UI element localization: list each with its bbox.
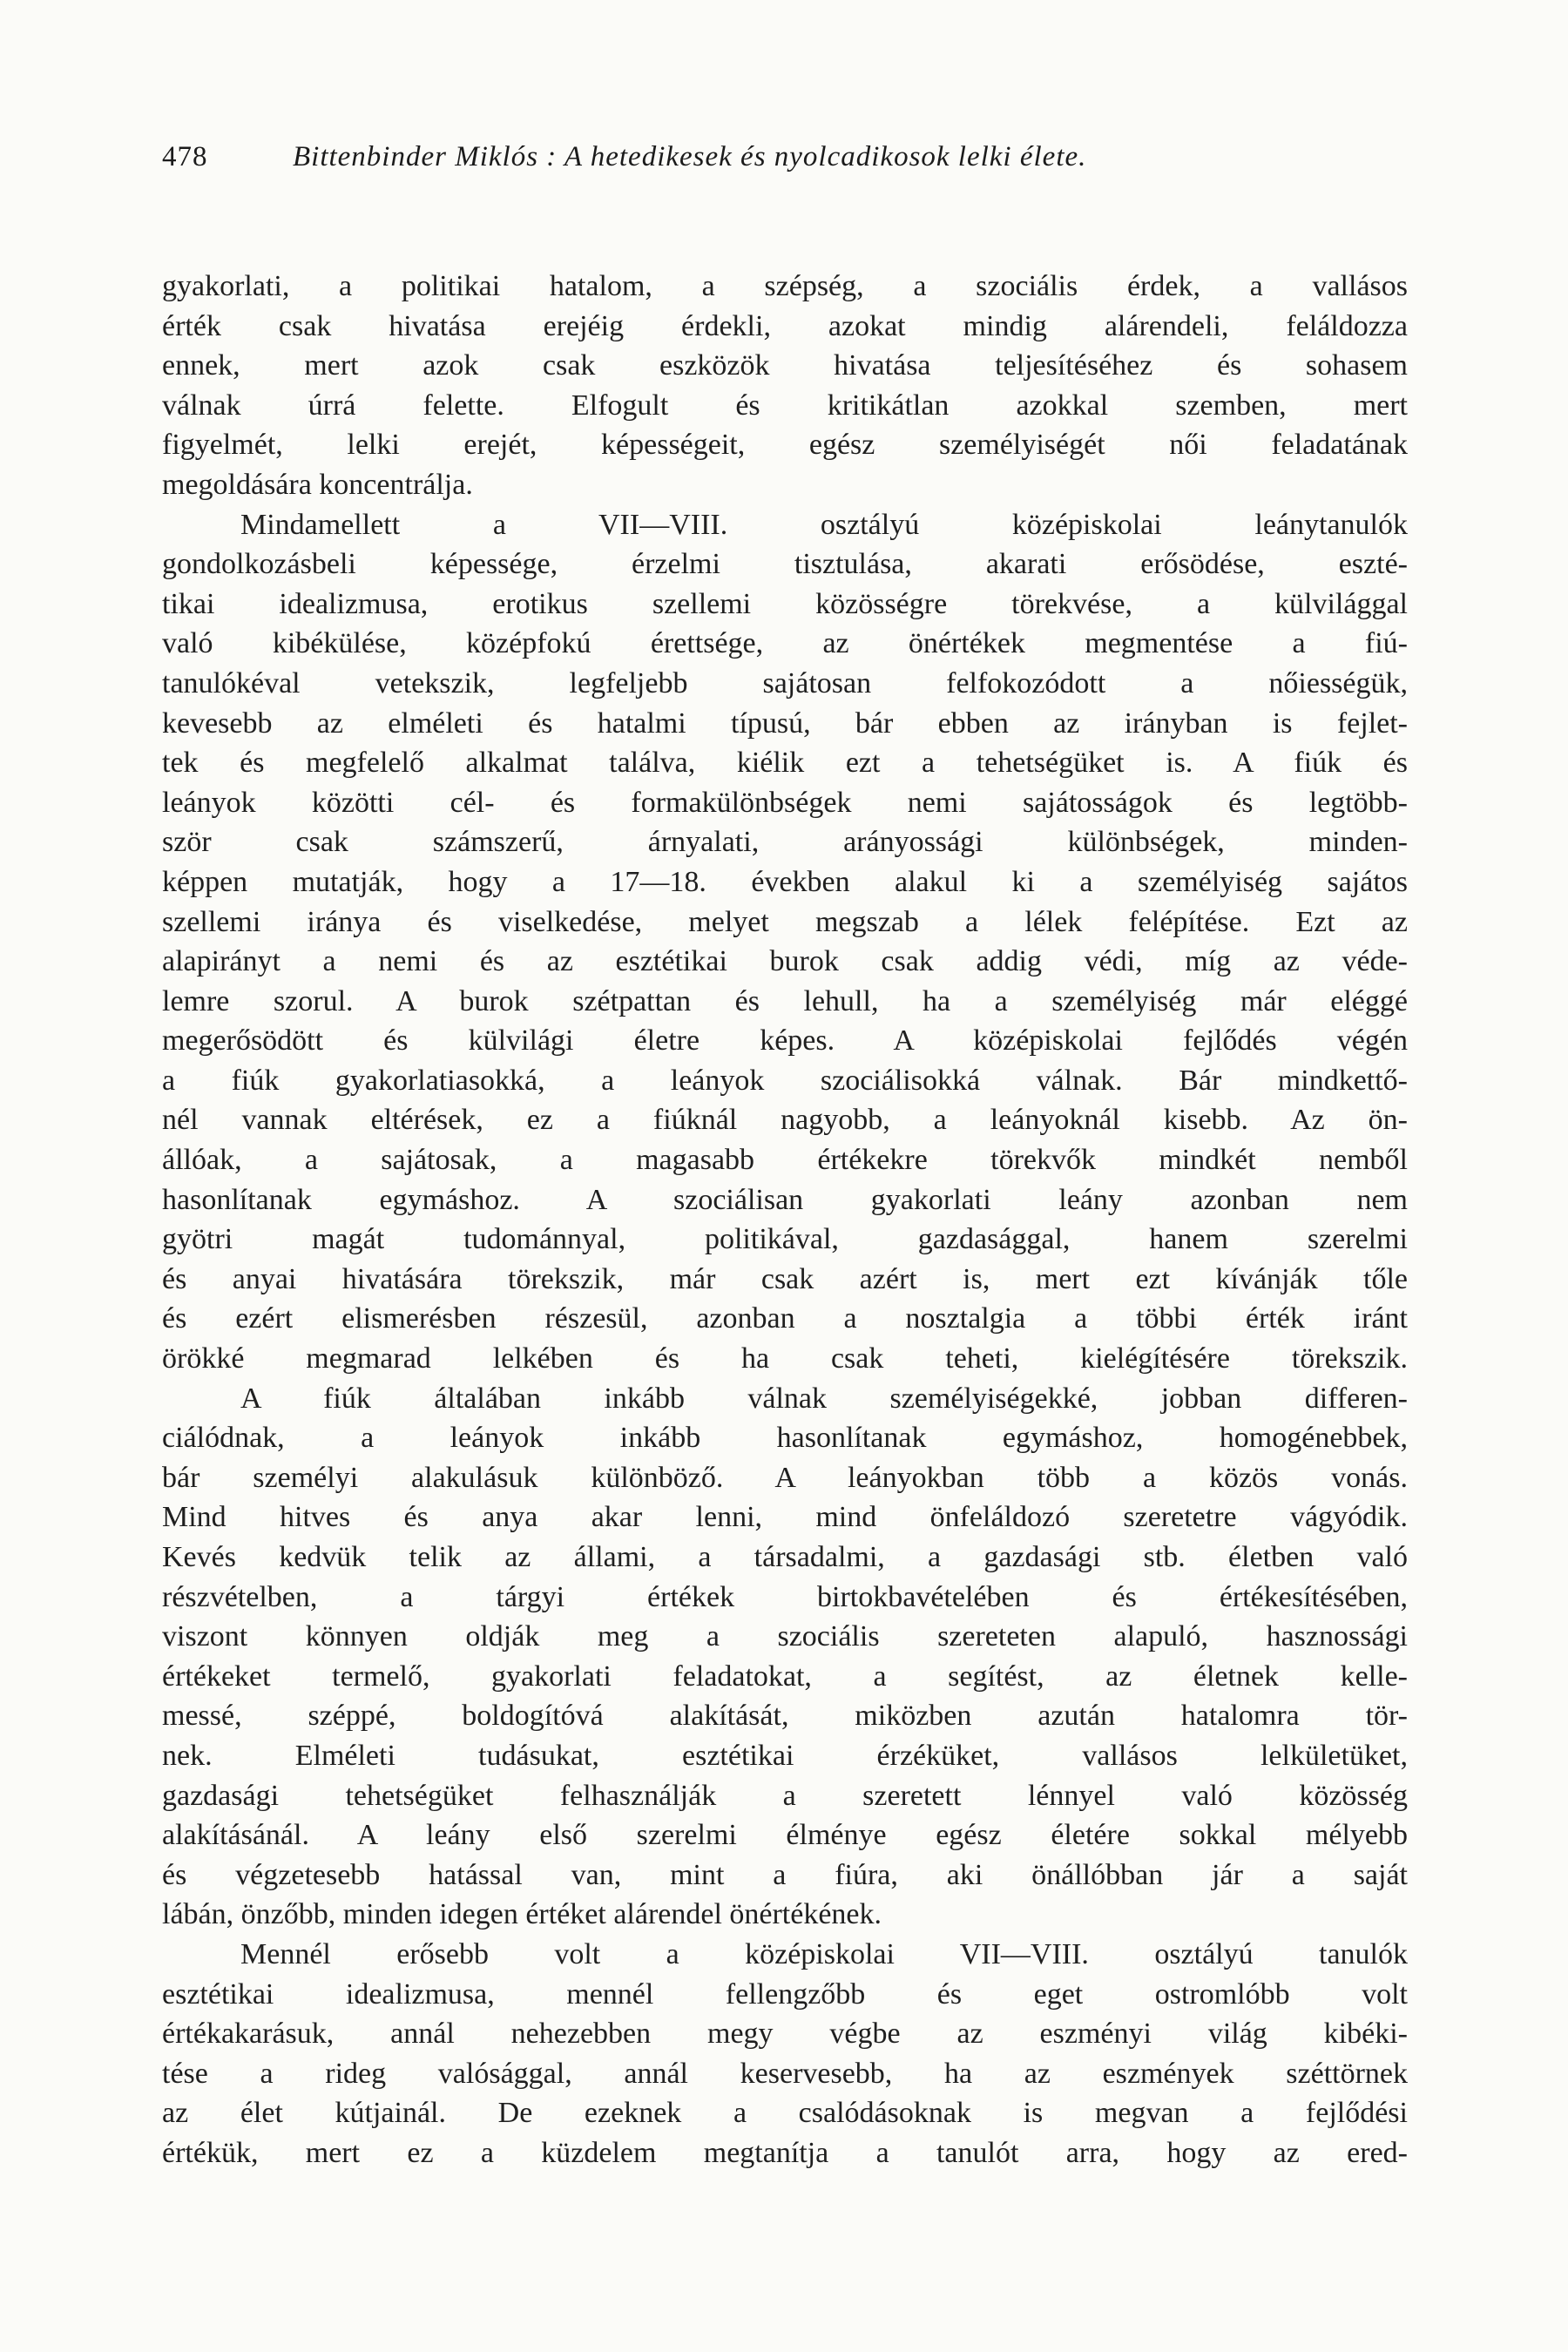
text-line: nél vannak eltérések, ez a fiúknál nagyobb, a leányoknál kisebb. Az ön- <box>162 1104 1408 1137</box>
text-line: lábán, önzőbb, minden idegen értéket alárendel önértékének. <box>162 1898 882 1931</box>
running-head: Bittenbinder Miklós : A hetedikesek és nyolcadikosok lelki élete. <box>293 141 1087 172</box>
text-line: messé, széppé, boldogítóvá alakítását, miközben azután hatalomra tör- <box>162 1700 1408 1733</box>
text-line: alakításánál. A leány első szerelmi élménye egész életére sokkal mélyebb <box>162 1819 1408 1852</box>
body-text <box>162 267 1408 2173</box>
text-line: Mennél erősebb volt a középiskolai VII—VIII. osztályú tanulók <box>240 1937 1408 1970</box>
text-line: ször csak számszerű, árnyalati, arányossági különbségek, minden- <box>162 826 1408 859</box>
text-line: gyakorlati, a politikai hatalom, a szépség, a szociális érdek, a vallásos <box>162 270 1408 302</box>
text-line: megerősödött és külvilági életre képes. A középiskolai fejlődés végén <box>162 1024 1408 1058</box>
text-line: gazdasági tehetségüket felhasználják a szeretett lénnyel való közösség <box>162 1779 1408 1812</box>
text-line: szellemi iránya és viselkedése, melyet megszab a lélek felépítése. Ezt az <box>162 905 1408 938</box>
text-line: hasonlítanak egymáshoz. A szociálisan gyakorlati leány azonban nem <box>162 1183 1408 1216</box>
text-line: értékakarásuk, annál nehezebben megy végbe az eszményi világ kibéki- <box>162 2017 1408 2051</box>
text-line: viszont könnyen oldják meg a szociális szereteten alapuló, hasznossági <box>162 1620 1408 1653</box>
text-line: lemre szorul. A burok szétpattan és lehull, ha a személyiség már eléggé <box>162 984 1408 1017</box>
text-line: bár személyi alakulásuk különböző. A leányokban több a közös vonás. <box>162 1461 1408 1494</box>
text-line: és ezért elismerésben részesül, azonban a nosztalgia a többi érték iránt <box>162 1302 1408 1335</box>
text-line: nek. Elméleti tudásukat, esztétikai érzéküket, vallásos lelkületüket, <box>162 1739 1408 1772</box>
text-line: alapirányt a nemi és az esztétikai burok csak addig védi, míg az véde- <box>162 945 1408 978</box>
text-line: esztétikai idealizmusa, mennél fellengzőbb és eget ostromlóbb volt <box>162 1977 1408 2011</box>
text-line: Mind hitves és anya akar lenni, mind önfeláldozó szeretetre vágyódik. <box>162 1501 1408 1534</box>
page-number: 478 <box>162 141 208 172</box>
text-line: tése a rideg valósággal, annál keservesebb, ha az eszmények széttörnek <box>162 2057 1408 2090</box>
text-line: ciálódnak, a leányok inkább hasonlítanak egymáshoz, homogénebbek, <box>162 1422 1408 1455</box>
text-line: tanulókéval vetekszik, legfeljebb sajátosan felfokozódott a nőiességük, <box>162 666 1408 700</box>
text-line: örökké megmarad lelkében és ha csak teheti, kielégítésére törekszik. <box>162 1342 1408 1375</box>
text-line: tikai idealizmusa, erotikus szellemi közösségre törekvése, a külvilággal <box>162 587 1408 620</box>
text-line: megoldására koncentrálja. <box>162 468 473 501</box>
text-line: tek és megfelelő alkalmat találva, kiélik ezt a tehetségüket is. A fiúk és <box>162 747 1408 780</box>
text-line: való kibékülése, középfokú érettsége, az önértékek megmentése a fiú- <box>162 627 1408 660</box>
text-line: kevesebb az elméleti és hatalmi típusú, bár ebben az irányban is fejlet- <box>162 706 1408 740</box>
text-line: gondolkozásbeli képessége, érzelmi tisztulása, akarati erősödése, eszté- <box>162 548 1408 581</box>
text-line: figyelmét, lelki erejét, képességeit, egész személyiségét női feladatának <box>162 429 1408 462</box>
text-line: és anyai hivatására törekszik, már csak azért is, mert ezt kívánják tőle <box>162 1262 1408 1295</box>
text-line: és végzetesebb hatással van, mint a fiúra, aki önállóbban jár a saját <box>162 1858 1408 1891</box>
text-line: képpen mutatják, hogy a 17—18. években alakul ki a személyiség sajátos <box>162 865 1408 898</box>
text-line: értékeket termelő, gyakorlati feladatokat, a segítést, az életnek kelle- <box>162 1659 1408 1693</box>
text-line: az élet kútjainál. De ezeknek a csalódásoknak is megvan a fejlődési <box>162 2097 1408 2130</box>
text-line: a fiúk gyakorlatiasokká, a leányok szociálisokká válnak. Bár mindkettő- <box>162 1064 1408 1097</box>
text-line: A fiúk általában inkább válnak személyiségekké, jobban differen- <box>240 1382 1408 1415</box>
text-line: leányok közötti cél- és formakülönbségek nemi sajátosságok és legtöbb- <box>162 786 1408 819</box>
text-line: érték csak hivatása erejéig érdekli, azokat mindig alárendeli, feláldozza <box>162 309 1408 342</box>
text-line: gyötri magát tudománnyal, politikával, gazdasággal, hanem szerelmi <box>162 1223 1408 1256</box>
text-line: Mindamellett a VII—VIII. osztályú középiskolai leánytanulók <box>240 508 1408 541</box>
text-line: Kevés kedvük telik az állami, a társadalmi, a gazdasági stb. életben való <box>162 1541 1408 1573</box>
text-line: részvételben, a tárgyi értékek birtokbavételében és értékesítésében, <box>162 1580 1408 1613</box>
text-line: értékük, mert ez a küzdelem megtanítja a tanulót arra, hogy az ered- <box>162 2136 1408 2169</box>
text-line: válnak úrrá felette. Elfogult és kritikátlan azokkal szemben, mert <box>162 389 1408 422</box>
text-line: állóak, a sajátosak, a magasabb értékekre törekvők mindkét nemből <box>162 1144 1408 1177</box>
page-header <box>162 139 1408 174</box>
text-line: ennek, mert azok csak eszközök hivatása teljesítéséhez és sohasem <box>162 349 1408 382</box>
